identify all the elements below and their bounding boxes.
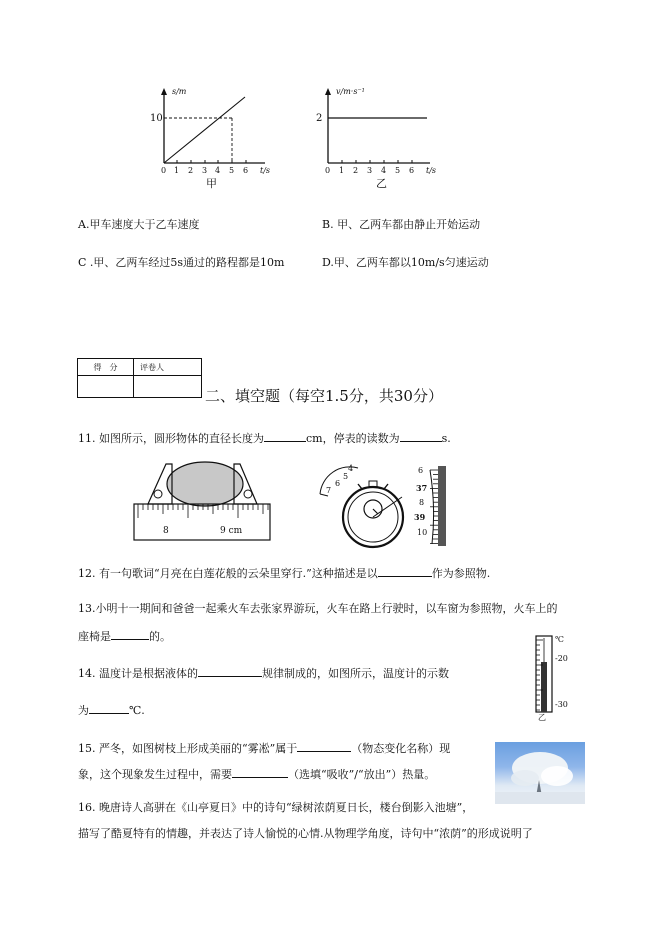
- score-cell: [78, 376, 134, 398]
- q11-unit1: cm，停表的读数为: [306, 432, 400, 445]
- graph-yi-ylabel: v/m·s⁻¹: [336, 87, 365, 96]
- thermo-unit: ℃: [555, 635, 564, 644]
- sw-inner-4: 4: [348, 464, 354, 473]
- thermo-tick-30: -30: [555, 700, 568, 709]
- q15-line1-end: （物态变化名称）现: [351, 742, 451, 755]
- q15-line2: [78, 766, 435, 782]
- graph-yi-xtick-1: 1: [339, 166, 345, 175]
- q14-blank-2[interactable]: [89, 702, 129, 714]
- thermometer-figure: [528, 632, 578, 722]
- q13-line2: [78, 628, 171, 644]
- ruler-figure: [130, 460, 275, 545]
- q13-line2-end: 的。: [149, 630, 171, 643]
- q14-line1: [78, 665, 449, 681]
- graph-jia-xtick-2: 2: [188, 166, 194, 175]
- q14-line2: [78, 702, 145, 718]
- q14-blank-1[interactable]: [198, 665, 262, 677]
- graph-jia-xtick-3: 3: [202, 166, 208, 175]
- graph-yi-xtick-2: 2: [353, 166, 359, 175]
- q12-pre: 12. 有一句歌词“月亮在白莲花般的云朵里穿行.”这种描述是以: [78, 567, 378, 580]
- graph-jia-xtick-4: 4: [215, 166, 221, 175]
- q14-line2-pre: 为: [78, 704, 89, 717]
- q15-line2-end: （选填“吸收”/“放出”）热量。: [288, 768, 436, 781]
- thermometer-svg: [528, 632, 578, 722]
- sw-scale-6: 6: [418, 466, 424, 475]
- graph-jia-xtick-5: 5: [229, 166, 235, 175]
- q15-blank-1[interactable]: [297, 740, 351, 752]
- q11-end: s.: [441, 432, 451, 445]
- stopwatch-svg: [318, 462, 453, 550]
- q16-line2: 描写了酷夏特有的情趣，并表达了诗人愉悦的心情.从物理学角度，诗句中“浓荫”的形成说明了: [78, 827, 533, 840]
- option-b: B. 甲、乙两车都由静止开始运动: [322, 218, 481, 231]
- sw-scale-8: 8: [419, 498, 425, 507]
- thermo-tick-20: -20: [555, 654, 568, 663]
- graph-jia-xtick-6: 6: [243, 166, 249, 175]
- graph-yi-xtick-5: 5: [395, 166, 401, 175]
- q11: [78, 430, 451, 446]
- graph-jia-ylabel: s/m: [172, 87, 187, 96]
- q14-mid: 规律制成的，如图所示，温度计的示数: [262, 667, 449, 680]
- q11-blank-1[interactable]: [264, 430, 306, 442]
- sw-inner-5: 5: [343, 472, 349, 481]
- q12: [78, 565, 490, 581]
- q11-pre: 11. 如图所示，圆形物体的直径长度为: [78, 432, 264, 445]
- sw-scale-39: 39: [414, 512, 426, 522]
- graph-jia-ytick: 10: [150, 113, 163, 124]
- stopwatch-figure: [318, 462, 453, 550]
- ruler-label-9cm: 9 cm: [220, 526, 243, 536]
- q13-line2-pre: 座椅是: [78, 630, 111, 643]
- score-table: [77, 358, 202, 398]
- q15-line1-pre: 15. 严冬，如图树枝上形成美丽的“雾凇”属于: [78, 742, 298, 755]
- q13-line1: 13.小明十一期间和爸爸一起乘火车去张家界游玩，火车在路上行驶时，以车窗为参照物，火车上的: [78, 602, 558, 615]
- q15-line2-pre: 象，这个现象发生过程中，需要: [78, 768, 232, 781]
- q13-blank[interactable]: [111, 628, 149, 640]
- graph-yi-caption: 乙: [376, 177, 387, 190]
- q16-line1: 16. 晚唐诗人高骈在《山亭夏日》中的诗句“绿树浓荫夏日长，楼台倒影入池塘”，: [78, 801, 474, 814]
- option-a: A.甲车速度大于乙车速度: [78, 218, 200, 231]
- q14-line2-end: ℃.: [129, 704, 145, 717]
- sw-inner-6: 6: [335, 479, 341, 488]
- graph-jia-xtick-1: 1: [174, 166, 180, 175]
- graph-yi-xtick-3: 3: [367, 166, 373, 175]
- graph-yi-xtick-6: 6: [409, 166, 415, 175]
- graph-jia-xtick-0: 0: [161, 166, 167, 175]
- graph-yi-xlabel: t/s: [426, 166, 437, 175]
- graph-yi-xtick-4: 4: [381, 166, 387, 175]
- q12-end: 作为参照物.: [431, 567, 491, 580]
- ruler-svg: [130, 460, 275, 545]
- graph-jia: [150, 85, 290, 190]
- grader-label: 评卷人: [134, 359, 202, 376]
- sw-scale-37: 37: [416, 483, 428, 493]
- section-title: 二、填空题（每空1.5分，共30分）: [205, 387, 443, 405]
- option-c: C .甲、乙两车经过5s通过的路程都是10m: [78, 256, 285, 269]
- score-label: 得 分: [78, 359, 134, 376]
- sw-inner-7: 7: [326, 486, 332, 495]
- option-d: D.甲、乙两车都以10m/s匀速运动: [322, 256, 489, 269]
- q15-blank-2[interactable]: [232, 766, 288, 778]
- q14-pre: 14. 温度计是根据液体的: [78, 667, 198, 680]
- ruler-label-8: 8: [163, 526, 169, 536]
- thermo-caption: 乙: [538, 713, 546, 722]
- graph-jia-xlabel: t/s: [260, 166, 271, 175]
- graph-yi-ytick: 2: [316, 113, 323, 124]
- graph-yi: [312, 85, 457, 190]
- rime-tree-photo: [495, 742, 585, 804]
- q11-blank-2[interactable]: [400, 430, 442, 442]
- grader-cell: [134, 376, 202, 398]
- graph-jia-caption: 甲: [206, 177, 217, 190]
- q15-line1: [78, 740, 450, 756]
- q12-blank[interactable]: [378, 565, 432, 577]
- sw-scale-10: 10: [417, 528, 428, 537]
- graph-yi-xtick-0: 0: [325, 166, 331, 175]
- rime-tree-svg: [495, 742, 585, 804]
